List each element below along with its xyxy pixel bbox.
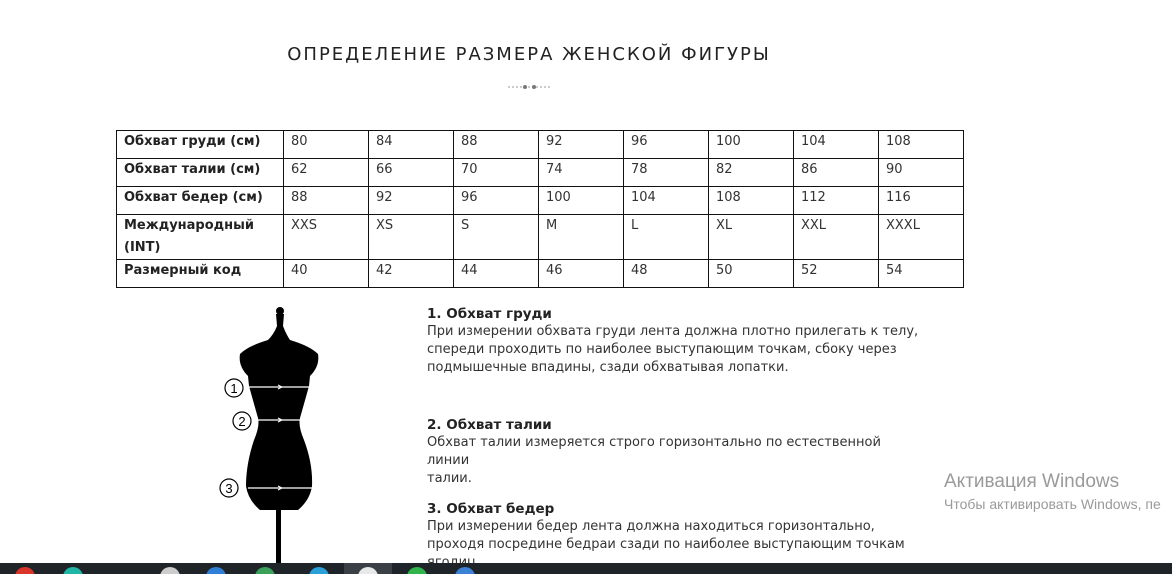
measurement-hips bbox=[427, 500, 927, 572]
measurement-heading: 2. Обхват талии bbox=[427, 417, 552, 433]
measurement-text-line: подмышечные впадины, сзади обхватывая лопатки. bbox=[427, 360, 789, 375]
size-table-cell: 104 bbox=[794, 131, 879, 159]
mannequin-figure bbox=[212, 304, 324, 566]
size-table-cell: 116 bbox=[879, 187, 964, 215]
size-table-cell: 80 bbox=[284, 131, 369, 159]
taskbar-app-icon-blue[interactable] bbox=[206, 567, 226, 574]
measurement-heading: 1. Обхват груди bbox=[427, 306, 552, 322]
size-table-cell: 92 bbox=[369, 187, 454, 215]
size-table-cell: 48 bbox=[624, 260, 709, 288]
size-table-cell: XS bbox=[369, 215, 454, 260]
size-table-cell: 46 bbox=[539, 260, 624, 288]
size-table-cell: 90 bbox=[879, 159, 964, 187]
size-table-cell: 42 bbox=[369, 260, 454, 288]
size-chart-table bbox=[116, 130, 964, 288]
size-table-cell: 112 bbox=[794, 187, 879, 215]
size-table-cell: 108 bbox=[709, 187, 794, 215]
marker-3 bbox=[220, 479, 238, 497]
measurement-text-line: проходя посредине бедраи сзади по наиболее выступающим точкам bbox=[427, 537, 905, 552]
size-table-cell: 104 bbox=[624, 187, 709, 215]
measurement-chest bbox=[427, 305, 927, 377]
size-table-cell: XXS bbox=[284, 215, 369, 260]
size-table-cell: XXXL bbox=[879, 215, 964, 260]
measurement-text-line: талии. bbox=[427, 471, 472, 486]
taskbar-app-icon-whatsapp[interactable] bbox=[407, 567, 427, 574]
size-table-cell: 44 bbox=[454, 260, 539, 288]
size-table-cell: 78 bbox=[624, 159, 709, 187]
size-table-cell: XL bbox=[709, 215, 794, 260]
size-table-cell: 100 bbox=[539, 187, 624, 215]
size-table-row-label: Обхват груди (см) bbox=[117, 131, 284, 159]
taskbar-app-icon-green[interactable] bbox=[255, 567, 275, 574]
size-table-row-label: Обхват талии (см) bbox=[117, 159, 284, 187]
svg-text:3: 3 bbox=[225, 481, 233, 496]
size-table-row bbox=[117, 131, 964, 159]
size-table-cell: 82 bbox=[709, 159, 794, 187]
size-table-cell: L bbox=[624, 215, 709, 260]
size-table-cell: 52 bbox=[794, 260, 879, 288]
size-table-cell: 86 bbox=[794, 159, 879, 187]
size-table-cell: S bbox=[454, 215, 539, 260]
size-table-cell: 88 bbox=[454, 131, 539, 159]
marker-1 bbox=[225, 379, 243, 397]
title-ornament-divider bbox=[506, 82, 552, 92]
size-table-row-label: Международный (INT) bbox=[117, 215, 284, 260]
size-table-cell: 84 bbox=[369, 131, 454, 159]
size-table-cell: 88 bbox=[284, 187, 369, 215]
size-table-cell: 54 bbox=[879, 260, 964, 288]
windows-activation-watermark bbox=[944, 470, 1161, 514]
taskbar-app-icon-lightblue[interactable] bbox=[309, 567, 329, 574]
measurement-heading: 3. Обхват бедер bbox=[427, 501, 555, 517]
size-table-cell: 62 bbox=[284, 159, 369, 187]
svg-text:2: 2 bbox=[238, 414, 246, 429]
measurement-text-line: спереди проходить по наиболее выступающим точкам, сбоку через bbox=[427, 342, 897, 357]
svg-text:1: 1 bbox=[230, 381, 238, 396]
size-table-row bbox=[117, 159, 964, 187]
taskbar bbox=[0, 563, 1172, 574]
measurement-text-line: При измерении обхвата груди лента должна плотно прилегать к телу, bbox=[427, 324, 919, 339]
page-title: ОПРЕДЕЛЕНИЕ РАЗМЕРА ЖЕНСКОЙ ФИГУРЫ bbox=[287, 44, 771, 65]
size-table-row bbox=[117, 260, 964, 288]
marker-2 bbox=[233, 412, 251, 430]
taskbar-app-icon-teal[interactable] bbox=[63, 567, 83, 574]
measurement-text-line: Обхват талии измеряется строго горизонтально по естественной линии bbox=[427, 435, 881, 468]
size-table-cell: 92 bbox=[539, 131, 624, 159]
size-table-cell: 74 bbox=[539, 159, 624, 187]
size-table-cell: XXL bbox=[794, 215, 879, 260]
watermark-title: Активация Windows bbox=[944, 471, 1120, 492]
measurement-text-line: При измерении бедер лента должна находиться горизонтально, bbox=[427, 519, 875, 534]
size-table-row bbox=[117, 215, 964, 260]
size-table-row-label: Обхват бедер (см) bbox=[117, 187, 284, 215]
size-table-cell: 66 bbox=[369, 159, 454, 187]
watermark-subtitle: Чтобы активировать Windows, пе bbox=[944, 496, 1161, 512]
size-table-cell: 70 bbox=[454, 159, 539, 187]
size-table-cell: 40 bbox=[284, 260, 369, 288]
size-table-row-label: Размерный код bbox=[117, 260, 284, 288]
taskbar-app-icon-file[interactable] bbox=[160, 567, 180, 574]
size-table-cell: 108 bbox=[879, 131, 964, 159]
size-table-cell: M bbox=[539, 215, 624, 260]
size-table-cell: 100 bbox=[709, 131, 794, 159]
size-table-cell: 50 bbox=[709, 260, 794, 288]
size-table-cell: 96 bbox=[454, 187, 539, 215]
taskbar-app-icon-doc[interactable] bbox=[455, 567, 475, 574]
measurement-waist bbox=[427, 416, 927, 488]
size-table-row bbox=[117, 187, 964, 215]
taskbar-app-icon-red[interactable] bbox=[15, 567, 35, 574]
size-table-cell: 96 bbox=[624, 131, 709, 159]
